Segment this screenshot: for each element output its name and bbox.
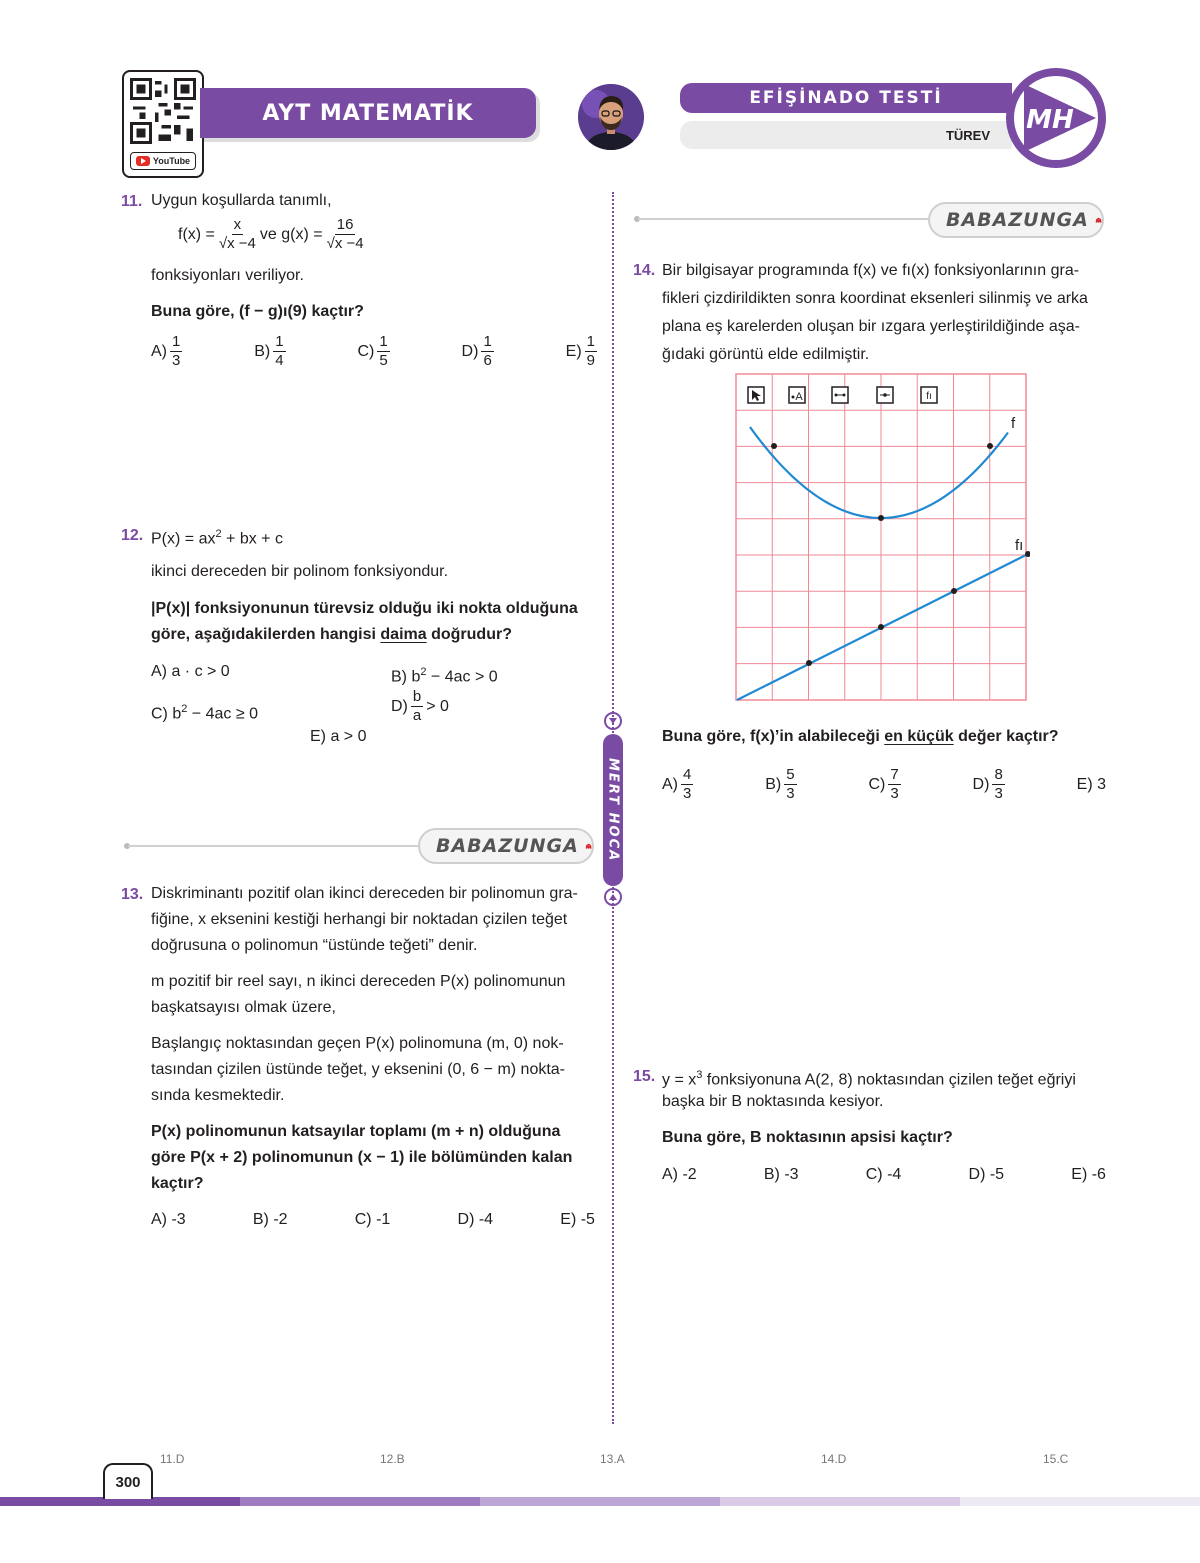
option-d-num: b — [412, 688, 422, 705]
option-c[interactable]: C) -1 — [354, 1211, 391, 1228]
footer-band — [720, 1497, 960, 1506]
option-c-pre: C) b — [151, 705, 182, 723]
option-a[interactable] — [151, 333, 182, 370]
q11-g-num: 16 — [336, 216, 354, 233]
graph-point — [878, 624, 884, 630]
side-tab — [601, 712, 625, 908]
answer-key-item: 13.A — [600, 1452, 625, 1466]
option-a[interactable]: A) -2 — [662, 1166, 697, 1183]
gorilla-icon — [585, 834, 592, 858]
q13-options — [151, 1207, 595, 1233]
q14-q-b-underlined: en küçük — [884, 728, 954, 745]
q15-l1b: fonksiyonuna A(2, 8) noktasından çizilen teğet eğriyi — [702, 1071, 1076, 1089]
option-a[interactable] — [662, 766, 693, 803]
text-line: Başlangıç noktasından geçen P(x) polinomuna (m, 0) nok- — [151, 1035, 564, 1052]
babazunga-badge — [928, 202, 1104, 238]
text-line: Bir bilgisayar programında f(x) ve fı(x) fonksiyonlarının gra- — [662, 262, 1080, 279]
option-label: A) — [151, 342, 167, 360]
teacher-avatar — [578, 84, 644, 150]
text-line: P(x) polinomunun katsayılar toplamı (m + n) olduğuna — [151, 1123, 561, 1140]
q12-question-line1: |P(x)| fonksiyonunun türevsiz olduğu iki nokta olduğuna — [151, 600, 578, 617]
option-label: B) — [254, 342, 271, 360]
q15-l1a: y = x — [662, 1071, 697, 1089]
option-label: B) — [765, 775, 782, 793]
text-line: kaçtır? — [151, 1175, 204, 1192]
logo-text: MH — [1026, 105, 1074, 135]
option-b[interactable] — [765, 766, 796, 803]
option-label: C) — [357, 342, 375, 360]
q15-options — [662, 1162, 1106, 1188]
text-line: ğıdaki görüntü elde edilmiştir. — [662, 346, 870, 363]
youtube-label: YouTube — [152, 156, 191, 166]
option-num: 4 — [683, 766, 692, 783]
q13-paragraph-2 — [151, 969, 565, 1021]
option-a[interactable]: A) a · c > 0 — [151, 663, 230, 680]
text-line: m pozitif bir reel sayı, n ikinci dereceden P(x) polinomunun — [151, 973, 566, 990]
q12-poly-b: + bx + c — [221, 530, 283, 548]
text-line: başkatsayısı olmak üzere, — [151, 999, 336, 1016]
q12-q2b-underlined: daima — [380, 626, 427, 643]
text-line: göre P(x + 2) polinomunun (x − 1) ile bölümünden kalan — [151, 1149, 573, 1166]
option-num: 8 — [994, 766, 1003, 783]
question-number: 15. — [633, 1068, 656, 1085]
q11-f-num: x — [233, 216, 242, 233]
option-den: 9 — [586, 352, 595, 369]
graph-point — [878, 515, 884, 521]
q11-options — [151, 333, 597, 370]
q12-poly-sup: 2 — [215, 528, 222, 540]
option-b[interactable] — [254, 333, 285, 370]
q11-question: Buna göre, (f − g)ı(9) kaçtır? — [151, 303, 364, 320]
option-d[interactable] — [973, 766, 1005, 803]
option-d[interactable] — [462, 333, 494, 370]
q11-g-den: √x −4 — [326, 235, 364, 252]
graph-point — [951, 588, 957, 594]
text-line: tasından çizilen üstünde teğet, y eksenini (0, 6 − m) nokta- — [151, 1061, 566, 1078]
q14-q-c: değer kaçtır? — [953, 728, 1059, 745]
option-label: A) — [662, 775, 678, 793]
option-c-post: − 4ac ≥ 0 — [187, 705, 258, 723]
page-number: 300 — [103, 1463, 153, 1499]
topic-banner: TÜREV — [680, 121, 1012, 149]
graph-point — [987, 443, 993, 449]
option-den: 3 — [890, 785, 899, 802]
option-den: 4 — [275, 352, 284, 369]
mh-logo-icon — [1004, 66, 1108, 170]
option-label: C) — [868, 775, 886, 793]
option-den: 3 — [786, 785, 795, 802]
option-den: 3 — [994, 785, 1003, 802]
text-line: sında kesmektedir. — [151, 1087, 285, 1104]
option-e[interactable] — [566, 333, 597, 370]
option-b-post: − 4ac > 0 — [426, 668, 498, 686]
avatar-portrait-icon — [578, 84, 644, 150]
q14-question — [662, 724, 1059, 750]
option-b[interactable] — [391, 659, 498, 690]
text-line: fiğine, x eksenini kestiği herhangi bir noktadan çizilen teğet — [151, 911, 568, 928]
option-d-den: a — [412, 707, 422, 724]
answer-key-item: 11.D — [160, 1452, 185, 1466]
option-num: 1 — [483, 333, 492, 350]
option-c[interactable] — [151, 696, 258, 727]
q15-line2: başka bir B noktasında kesiyor. — [662, 1093, 884, 1110]
side-tab-label: MERT HOCA — [603, 734, 623, 886]
option-d[interactable]: D) -4 — [457, 1211, 494, 1228]
answer-key-item: 15.C — [1043, 1452, 1069, 1466]
option-e[interactable]: E) a > 0 — [310, 728, 367, 745]
option-d[interactable] — [391, 688, 449, 725]
q13-question — [151, 1119, 572, 1197]
option-den: 6 — [483, 352, 492, 369]
q11-definitions — [178, 216, 364, 253]
option-e[interactable]: E) -6 — [1071, 1166, 1106, 1183]
option-b[interactable]: B) -2 — [252, 1211, 288, 1228]
q11-f-lhs: f(x) = — [178, 225, 215, 243]
footer-band — [960, 1497, 1200, 1506]
q11-g-fraction — [327, 216, 364, 253]
q15-l1sup: 3 — [696, 1069, 703, 1081]
text-line: Diskriminantı pozitif olan ikinci dereceden bir polinomun gra- — [151, 885, 578, 902]
babazunga-text: BABAZUNGA — [436, 835, 579, 857]
q12-polynomial — [151, 521, 283, 552]
youtube-badge — [130, 152, 196, 170]
option-num: 7 — [890, 766, 899, 783]
answer-key-item: 14.D — [821, 1452, 847, 1466]
q14-text — [662, 257, 1088, 369]
q12-poly-a: P(x) = ax — [151, 530, 216, 548]
label-f-prime: fı — [1015, 537, 1024, 554]
babazunga-badge — [418, 828, 594, 864]
q14-q-a: Buna göre, f(x)’in alabileceği — [662, 728, 885, 745]
qr-code-card[interactable] — [122, 70, 204, 178]
option-label: D) — [461, 342, 479, 360]
option-b[interactable]: B) -3 — [763, 1166, 799, 1183]
option-b-pre: B) b — [391, 668, 421, 686]
option-d-label: D) — [391, 697, 408, 715]
q15-question: Buna göre, B noktasının apsisi kaçtır? — [662, 1129, 953, 1146]
text-line: doğrusuna o polinomun “üstünde teğeti” denir. — [151, 937, 478, 954]
option-num: 1 — [586, 333, 595, 350]
question-number: 13. — [121, 886, 144, 903]
test-title-banner: EFİŞİNADO TESTİ — [680, 83, 1012, 113]
babazunga-text: BABAZUNGA — [946, 209, 1089, 231]
option-e[interactable]: E) -5 — [560, 1211, 595, 1228]
option-b-sup: 2 — [420, 666, 427, 678]
q12-q2c: doğrudur? — [426, 626, 512, 643]
option-a[interactable]: A) -3 — [151, 1211, 186, 1228]
q12-q2a: göre, aşağıdakilerden hangisi — [151, 626, 381, 643]
option-d[interactable]: D) -5 — [968, 1166, 1005, 1183]
graph-point — [771, 443, 777, 449]
option-c[interactable]: C) -4 — [865, 1166, 902, 1183]
youtube-play-icon — [136, 156, 150, 166]
svg-text:A: A — [795, 391, 803, 403]
q12-question-line2 — [151, 622, 512, 648]
option-num: 5 — [786, 766, 795, 783]
question-number: 11. — [121, 193, 143, 210]
label-f: f — [1011, 415, 1016, 432]
q11-f-fraction — [219, 216, 256, 253]
scroll-down-icon[interactable] — [604, 712, 622, 730]
option-den: 3 — [172, 352, 181, 369]
option-e[interactable]: E) 3 — [1076, 775, 1106, 793]
subject-banner: AYT MATEMATİK — [200, 88, 536, 138]
babazunga-rule — [128, 845, 423, 847]
option-den: 5 — [379, 352, 388, 369]
option-num: 1 — [379, 333, 388, 350]
q11-intro: Uygun koşullarda tanımlı, — [151, 192, 332, 209]
option-d-post: > 0 — [426, 697, 449, 715]
option-c[interactable] — [868, 766, 900, 803]
option-c-sup: 2 — [181, 703, 188, 715]
q11-after: fonksiyonları veriliyor. — [151, 267, 304, 284]
option-label: E) — [565, 342, 582, 360]
q11-f-den: √x −4 — [218, 235, 256, 252]
option-den: 3 — [683, 785, 692, 802]
question-number: 14. — [633, 262, 656, 279]
text-line: fikleri çizdirildikten sonra koordinat eksenleri silinmiş ve arka — [662, 290, 1088, 307]
option-label: D) — [972, 775, 990, 793]
option-c[interactable] — [357, 333, 389, 370]
babazunga-rule — [638, 218, 934, 220]
q12-description: ikinci dereceden bir polinom fonksiyondur. — [151, 563, 449, 580]
function-graph — [730, 370, 1030, 704]
graph-point — [806, 660, 812, 666]
scroll-up-icon[interactable] — [604, 888, 622, 906]
text-line: plana eş karelerden oluşan bir ızgara yerleştirildiğinde aşa- — [662, 318, 1081, 335]
q14-options — [662, 766, 1106, 803]
q11-mid: ve g(x) = — [259, 225, 323, 243]
footer-band — [480, 1497, 720, 1506]
answer-key-item: 12.B — [380, 1452, 405, 1466]
q13-paragraph-3 — [151, 1031, 565, 1109]
q13-paragraph-1 — [151, 881, 578, 959]
qr-code-icon — [130, 78, 196, 144]
footer-band — [240, 1497, 480, 1506]
option-num: 1 — [275, 333, 284, 350]
question-number: 12. — [121, 527, 144, 544]
option-num: 1 — [172, 333, 181, 350]
gorilla-icon — [1095, 208, 1102, 232]
toolbar-derivative-text: fı — [926, 391, 932, 402]
